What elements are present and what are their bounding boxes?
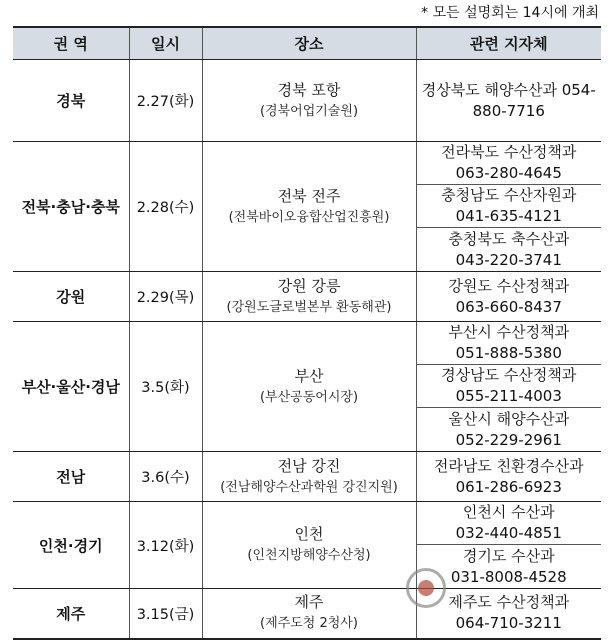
venue-name: (전남해양수산과학원 강진지원): [220, 479, 398, 495]
contact-cell: [416, 452, 601, 502]
contact-phone: 061-286-6923: [455, 477, 562, 496]
region-cell: 전북·충남·충북: [13, 142, 129, 272]
table-row: [13, 60, 601, 142]
contact-dept: 부산시 수산정책과: [448, 323, 570, 341]
contact-dept: 충청남도 수산자원과: [441, 186, 577, 204]
date-cell: 3.15(금): [129, 589, 202, 639]
contact-cell: [416, 502, 601, 545]
date-cell: 3.5(화): [129, 322, 202, 452]
region-cell: 제주: [13, 589, 129, 639]
contact-phone: 064-710-3211: [455, 614, 562, 633]
region-cell: 전남: [13, 452, 129, 502]
place-name: 전북 전주: [277, 186, 341, 205]
contact-cell: [416, 60, 601, 142]
table-row: [13, 502, 601, 545]
contact-phone: 052-229-2961: [455, 430, 562, 449]
contact-cell: [416, 142, 601, 185]
contact-phone: 043-220-3741: [455, 250, 562, 269]
contact-phone: 051-888-5380: [455, 344, 562, 362]
place-cell: [202, 60, 416, 142]
venue-name: (경북어업기술원): [259, 103, 359, 119]
header-place: 장소: [202, 27, 416, 60]
contact-phone: 063-280-4645: [455, 164, 562, 182]
header-region: 권 역: [13, 27, 129, 60]
table-header-row: [13, 27, 601, 60]
date-cell: 3.12(화): [129, 502, 202, 589]
region-cell: 경북: [13, 60, 129, 142]
contact-cell: [416, 185, 601, 228]
contact-phone: 880-7716: [472, 101, 545, 120]
region-cell: 인천·경기: [13, 502, 129, 589]
contact-dept: 충청북도 축수산과: [448, 229, 570, 248]
place-cell: [202, 142, 416, 272]
table-row: [13, 589, 601, 639]
contact-phone: 055-211-4003: [455, 387, 562, 405]
date-cell: 2.27(화): [129, 60, 202, 142]
contact-dept: 경상북도 해양수산과 054-: [421, 80, 596, 99]
venue-name: (강원도글로벌본부 환동해관): [226, 299, 392, 315]
table-row: [13, 272, 601, 322]
watermark-logo-icon: [406, 568, 446, 608]
venue-name: (인천지방해양수산청): [247, 548, 371, 563]
contact-dept: 강원도 수산정책과: [448, 276, 570, 295]
place-name: 제주: [294, 593, 324, 612]
date-cell: 2.28(수): [129, 142, 202, 272]
contact-cell: [416, 365, 601, 408]
place-name: 전남 강진: [277, 456, 341, 475]
place-cell: [202, 322, 416, 452]
contact-cell: [416, 408, 601, 452]
contact-phone: 063-660-8437: [455, 297, 562, 316]
contact-cell: [416, 272, 601, 322]
place-name: 인천: [294, 525, 324, 543]
contact-dept: 경기도 수산과: [462, 546, 555, 565]
region-cell: 강원: [13, 272, 129, 322]
place-name: 강원 강릉: [277, 276, 341, 295]
table-row: [13, 452, 601, 502]
contact-dept: 전라남도 친환경수산과: [433, 456, 584, 475]
place-cell: [202, 589, 416, 639]
contact-dept: 울산시 해양수산과: [448, 409, 570, 428]
table-row: [13, 142, 601, 185]
place-name: 경북 포항: [277, 80, 341, 99]
region-cell: 부산·울산·경남: [13, 322, 129, 452]
contact-cell: [416, 228, 601, 272]
contact-dept: 경상남도 수산정책과: [441, 366, 577, 384]
schedule-note: * 모든 설명회는 14시에 개최: [421, 5, 599, 21]
place-cell: [202, 502, 416, 589]
venue-name: (전북바이오융합산업진흥원): [228, 209, 390, 225]
place-name: 부산: [294, 366, 324, 385]
header-date: 일시: [129, 27, 202, 60]
contact-cell: [416, 322, 601, 365]
date-cell: 3.6(수): [129, 452, 202, 502]
place-cell: [202, 452, 416, 502]
header-contact: 관련 지자체: [416, 27, 601, 60]
table-row: [13, 322, 601, 365]
venue-name: (제주도청 2청사): [260, 616, 358, 632]
contact-dept: 제주도 수산정책과: [448, 593, 570, 612]
date-cell: 2.29(목): [129, 272, 202, 322]
contact-dept: 전라북도 수산정책과: [441, 143, 577, 161]
contact-phone: 031-8008-4528: [450, 567, 567, 586]
contact-phone: 032-440-4851: [455, 524, 562, 542]
contact-phone: 041-635-4121: [455, 207, 562, 225]
briefing-schedule-table: [13, 26, 601, 640]
contact-dept: 인천시 수산과: [462, 503, 555, 521]
place-cell: [202, 272, 416, 322]
venue-name: (부산공동어시장): [259, 389, 359, 405]
